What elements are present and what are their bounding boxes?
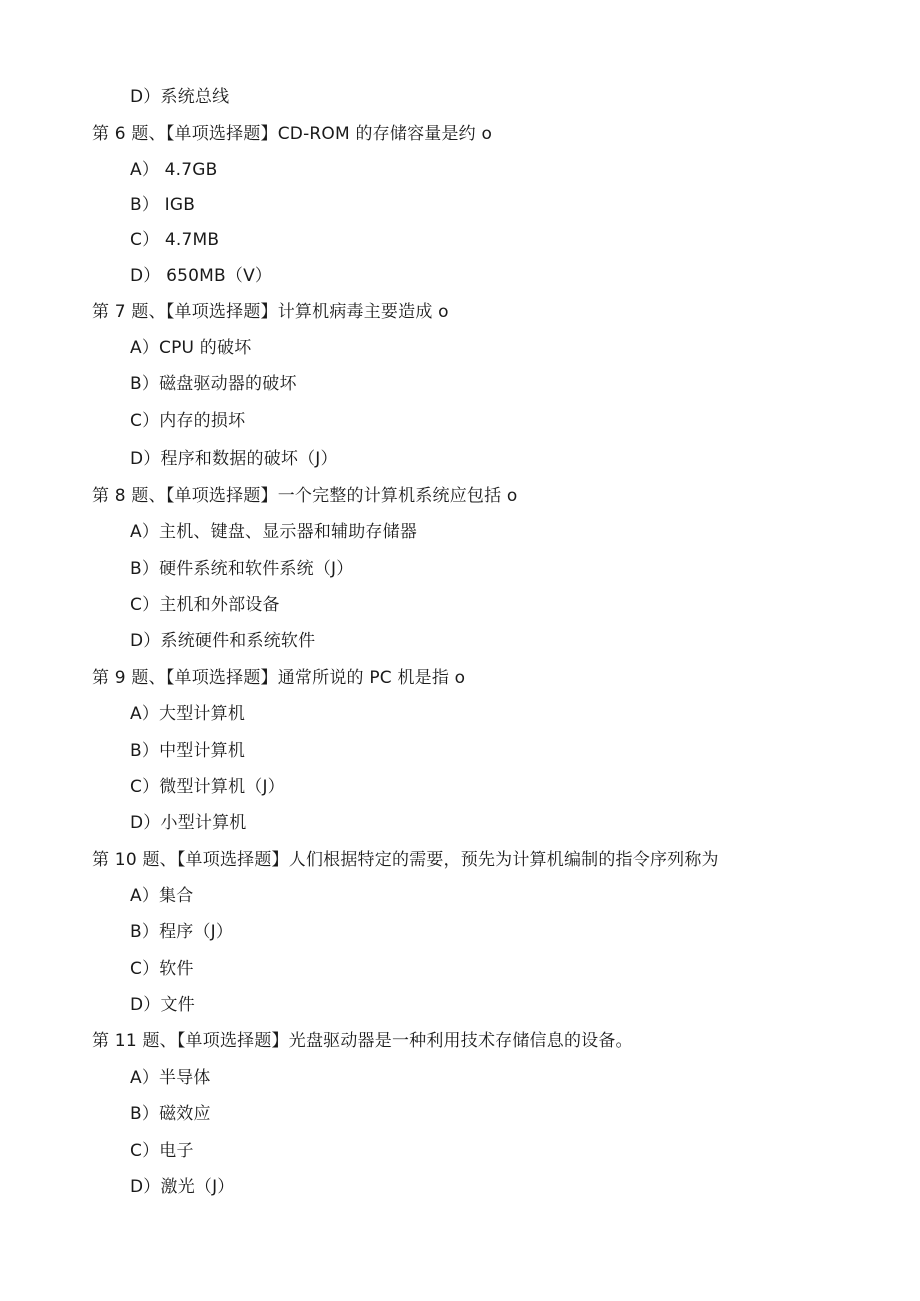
answer-option: A）大型计算机 [130, 704, 246, 724]
answer-option: B）中型计算机 [130, 741, 246, 761]
answer-option: A）CPU 的破坏 [130, 338, 252, 358]
answer-option: B）程序（J） [130, 922, 234, 942]
question-heading: 第 7 题、【单项选择题】计算机病毒主要造成 o [92, 302, 449, 322]
answer-option: B）硬件系统和软件系统（J） [130, 559, 354, 579]
answer-option: D）激光（J） [130, 1177, 235, 1197]
answer-option: B）磁效应 [130, 1104, 211, 1124]
answer-option: D） 650MB（V） [130, 266, 273, 286]
answer-option: A）主机、键盘、显示器和辅助存储器 [130, 522, 418, 542]
question-heading: 第 11 题、【单项选择题】光盘驱动器是一种利用技术存储信息的设备。 [92, 1031, 633, 1051]
answer-option: C）微型计算机（J） [130, 777, 285, 797]
answer-option: D）小型计算机 [130, 813, 247, 833]
answer-option: C）电子 [130, 1141, 194, 1161]
answer-option: D）系统硬件和系统软件 [130, 631, 316, 651]
answer-option: D）系统总线 [130, 87, 230, 107]
question-heading: 第 10 题、【单项选择题】人们根据特定的需要，预先为计算机编制的指令序列称为 [92, 850, 719, 870]
answer-option: A）半导体 [130, 1068, 211, 1088]
answer-option: A）集合 [130, 886, 194, 906]
question-heading: 第 9 题、【单项选择题】通常所说的 PC 机是指 o [92, 668, 466, 688]
question-heading: 第 6 题、【单项选择题】CD-ROM 的存储容量是约 o [92, 124, 493, 144]
answer-option: C）内存的损坏 [130, 411, 246, 431]
answer-option: C）软件 [130, 959, 194, 979]
answer-option: C） 4.7MB [130, 230, 220, 250]
answer-option: B） IGB [130, 195, 196, 215]
answer-option: C）主机和外部设备 [130, 595, 280, 615]
answer-option: D）程序和数据的破坏（J） [130, 449, 338, 469]
question-heading: 第 8 题、【单项选择题】一个完整的计算机系统应包括 o [92, 486, 518, 506]
answer-option: A） 4.7GB [130, 160, 218, 180]
answer-option: B）磁盘驱动器的破坏 [130, 374, 297, 394]
answer-option: D）文件 [130, 995, 195, 1015]
